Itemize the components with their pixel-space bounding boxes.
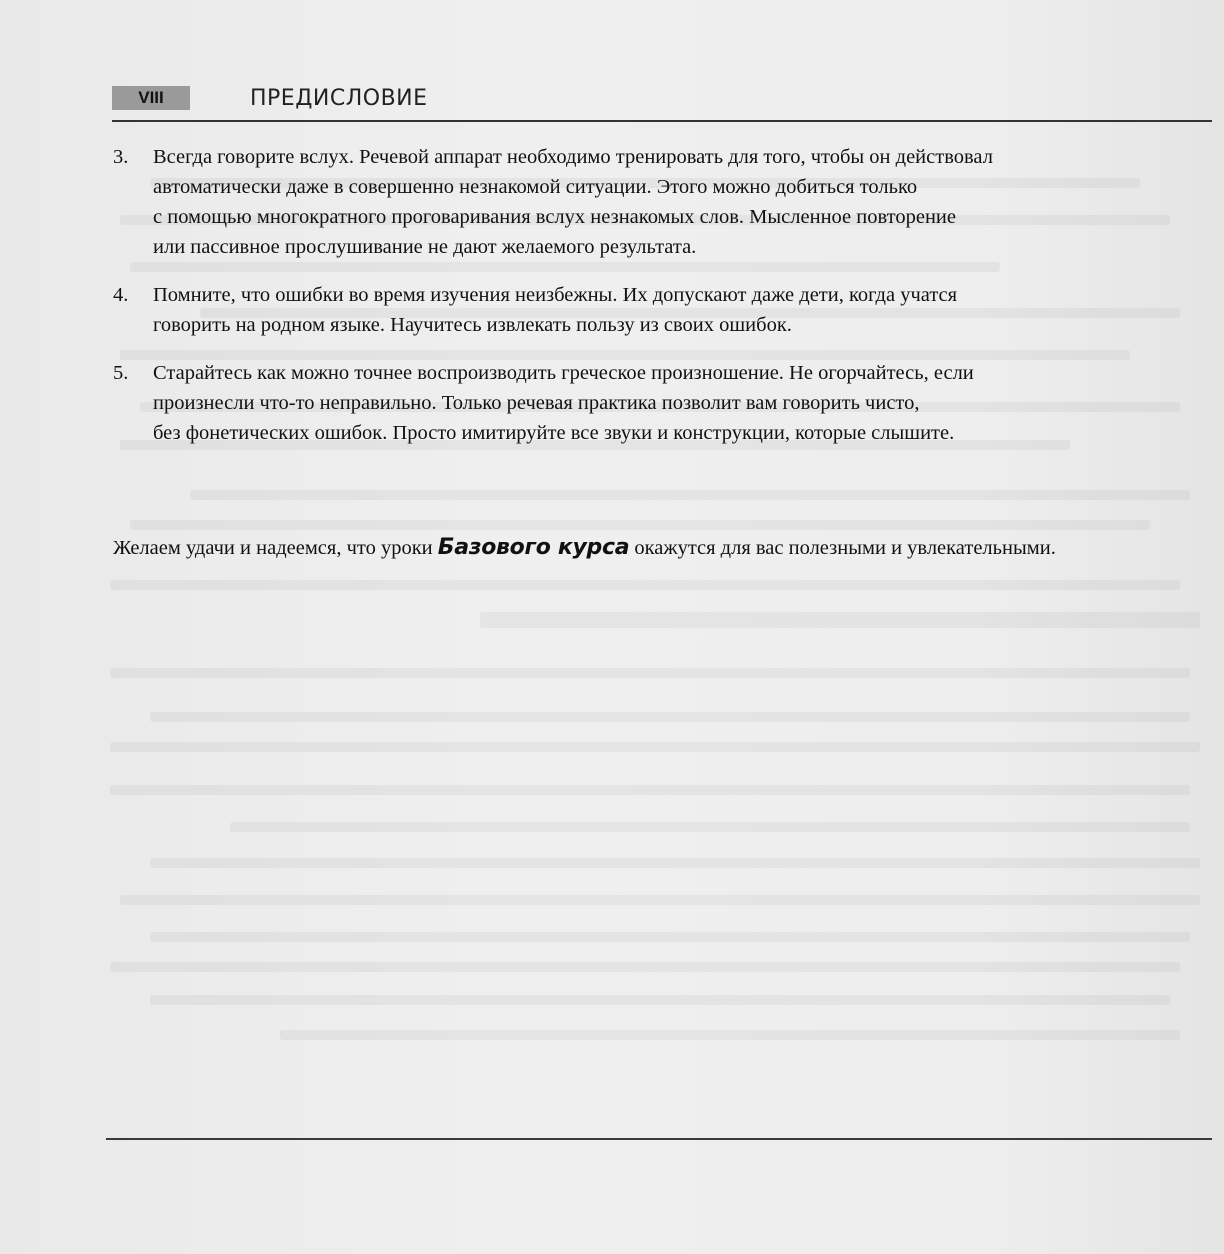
page-header xyxy=(112,84,1212,124)
list-item xyxy=(113,280,1173,340)
list-item xyxy=(113,142,1173,262)
item-number: 5. xyxy=(113,362,129,384)
closing-text-start: Желаем удачи и надеемся, что уроки xyxy=(113,537,438,559)
advice-list xyxy=(113,142,1173,466)
list-item xyxy=(113,358,1173,448)
item-line: Помните, что ошибки во время изучения неизбежны. Их допускают даже дети, когда учатся xyxy=(153,284,958,306)
closing-paragraph xyxy=(113,533,1213,563)
section-title: ПРЕДИСЛОВИЕ xyxy=(250,86,428,111)
item-line: с помощью многократного проговаривания вслух незнакомых слов. Мысленное повторение xyxy=(153,206,956,228)
item-number: 3. xyxy=(113,146,129,168)
course-brand-name: Базового курса xyxy=(437,535,630,560)
item-line: без фонетических ошибок. Просто имитируйте все звуки и конструкции, которые слышите. xyxy=(153,422,955,444)
item-line: автоматически даже в совершенно незнакомой ситуации. Этого можно добиться только xyxy=(153,176,918,198)
item-line: Старайтесь как можно точнее воспроизводить греческое произношение. Не огорчайтесь, если xyxy=(153,362,974,384)
item-line: говорить на родном языке. Научитесь извлекать пользу из своих ошибок. xyxy=(153,314,792,336)
item-line: Всегда говорите вслух. Речевой аппарат необходимо тренировать для того, чтобы он действовал xyxy=(153,146,993,168)
item-line: произнесли что-то неправильно. Только речевая практика позволит вам говорить чисто, xyxy=(153,392,920,414)
item-line: или пассивное прослушивание не дают желаемого результата. xyxy=(153,236,697,258)
header-rule xyxy=(112,120,1212,122)
page-number: VIII xyxy=(112,86,190,110)
closing-text-end: окажутся для вас полезными и увлекательными. xyxy=(629,537,1056,559)
item-number: 4. xyxy=(113,284,129,306)
footer-rule xyxy=(106,1138,1212,1140)
